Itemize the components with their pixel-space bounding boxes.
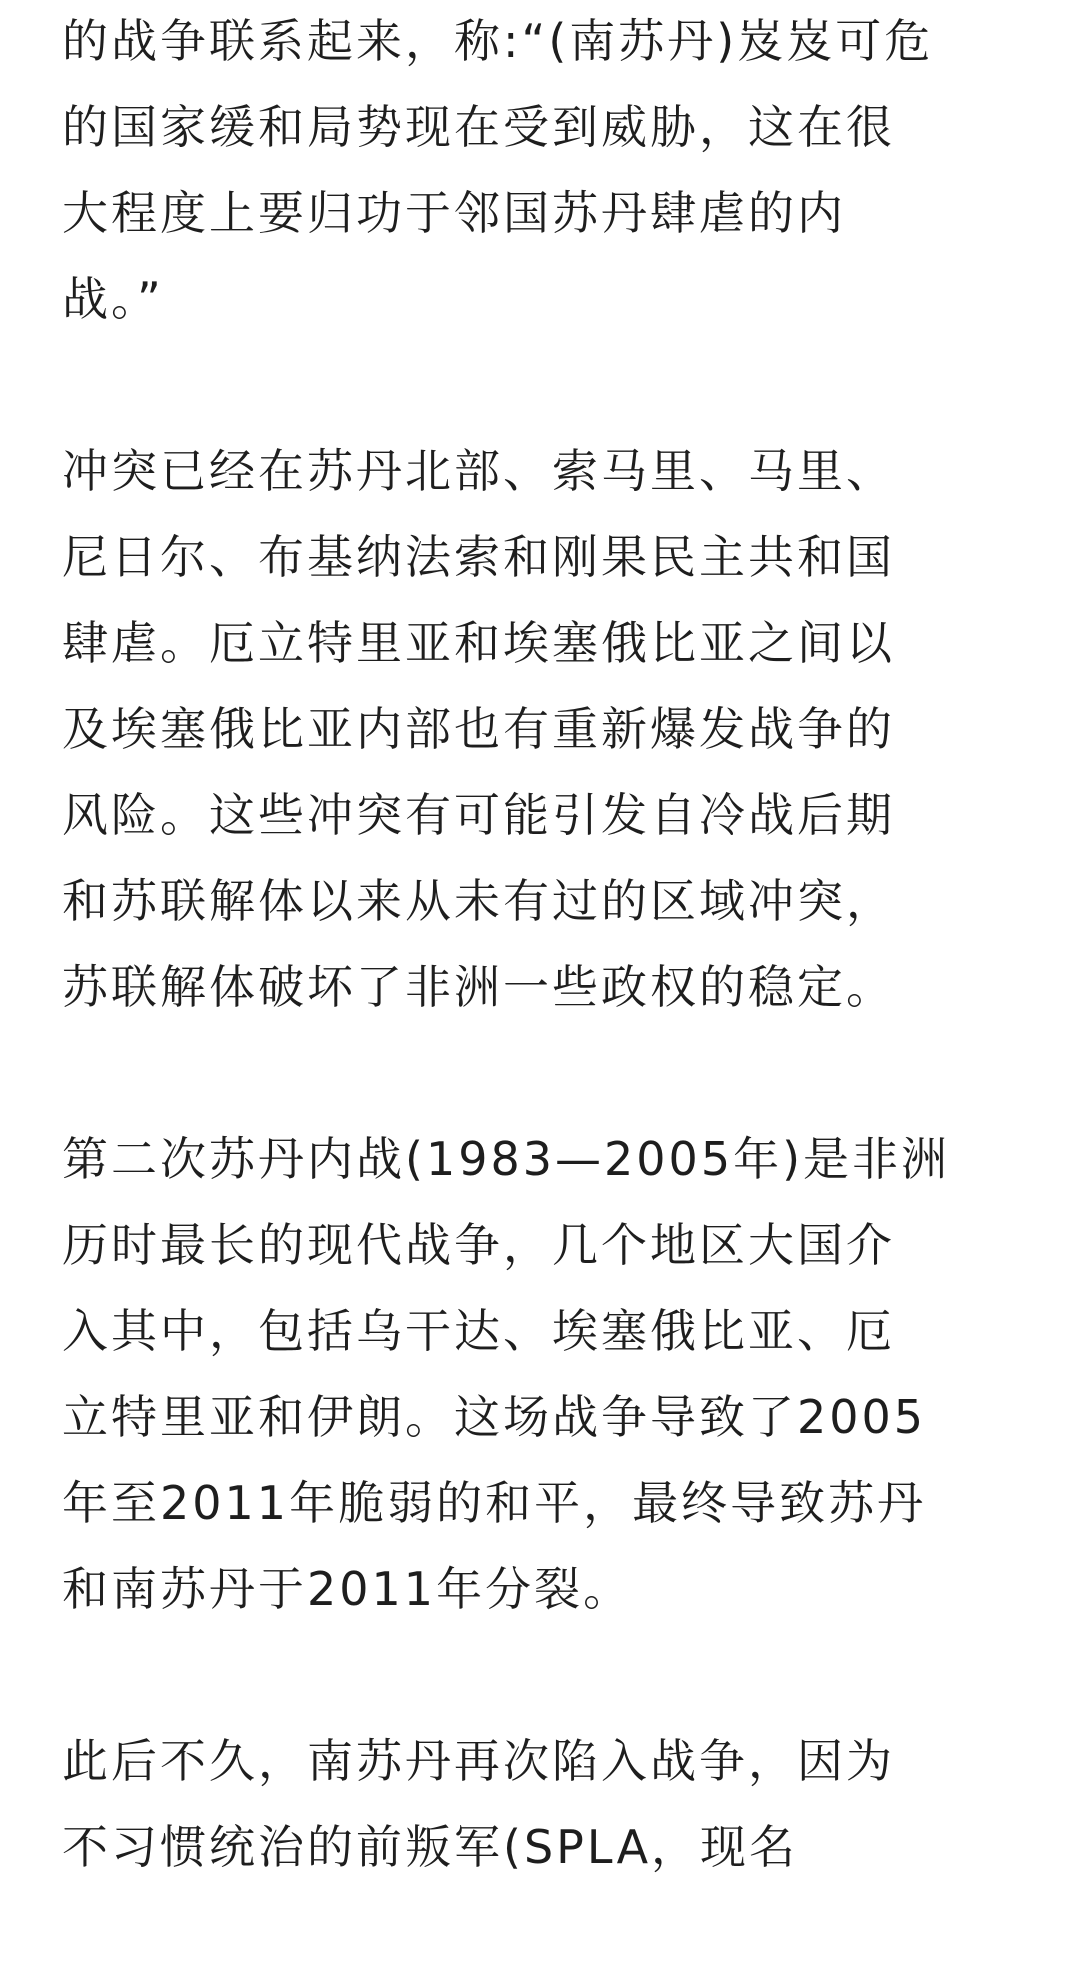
- text-line: 和南苏丹于2011年分裂。: [62, 1562, 633, 1616]
- article-body: [62, 0, 1022, 1976]
- paragraph-1: [62, 0, 1022, 342]
- text-line: 风险。这些冲突有可能引发自冷战后期: [62, 788, 895, 842]
- text-line: 冲突已经在苏丹北部、索马里、马里、: [62, 444, 895, 498]
- text-line: 尼日尔、布基纳法索和刚果民主共和国: [62, 530, 895, 584]
- paragraph-4: [62, 1718, 1022, 1890]
- paragraph-2: [62, 428, 1022, 1030]
- text-line: 的国家缓和局势现在受到威胁，这在很: [62, 100, 895, 154]
- text-line: 和苏联解体以来从未有过的区域冲突，: [62, 874, 895, 928]
- text-line: 不习惯统治的前叛军(SPLA，现名: [62, 1820, 799, 1874]
- text-line: 入其中，包括乌干达、埃塞俄比亚、厄: [62, 1304, 895, 1358]
- text-line: 及埃塞俄比亚内部也有重新爆发战争的: [62, 702, 895, 756]
- text-line: 第二次苏丹内战(1983—2005年)是非洲: [62, 1132, 951, 1186]
- text-line: 大程度上要归功于邻国苏丹肆虐的内: [62, 186, 846, 240]
- text-line: 立特里亚和伊朗。这场战争导致了2005: [62, 1390, 927, 1444]
- text-line: 此后不久，南苏丹再次陷入战争，因为: [62, 1734, 895, 1788]
- text-line: 的战争联系起来，称:“(南苏丹)岌岌可危: [62, 14, 934, 68]
- text-line: 战。”: [62, 272, 164, 326]
- paragraph-3: [62, 1116, 1022, 1632]
- text-line: 年至2011年脆弱的和平，最终导致苏丹: [62, 1476, 927, 1530]
- text-line: 苏联解体破坏了非洲一些政权的稳定。: [62, 960, 895, 1014]
- text-line: 历时最长的现代战争，几个地区大国介: [62, 1218, 895, 1272]
- text-line: 肆虐。厄立特里亚和埃塞俄比亚之间以: [62, 616, 895, 670]
